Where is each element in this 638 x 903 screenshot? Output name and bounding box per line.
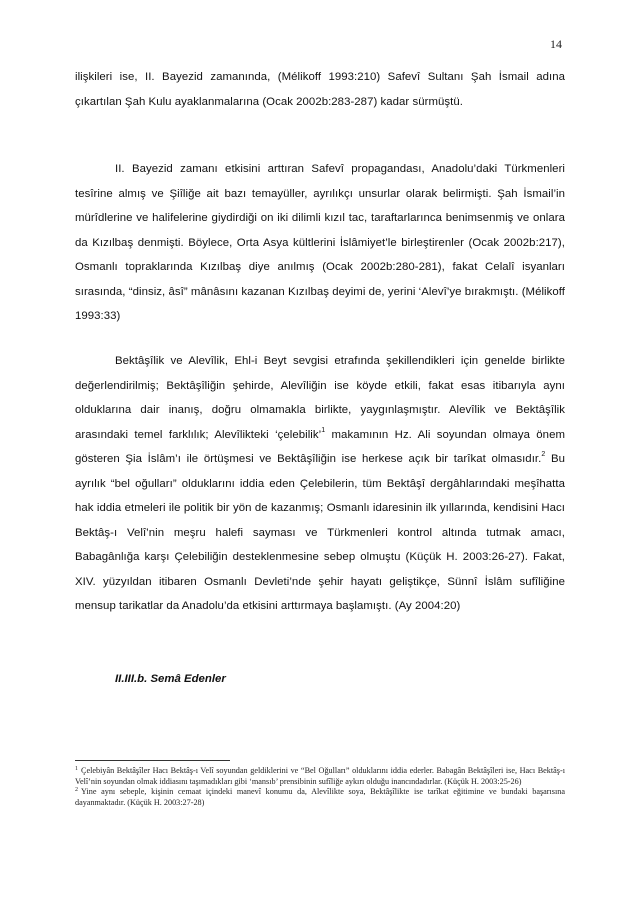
footnote-mark: 2 bbox=[75, 787, 78, 793]
footnote-reference[interactable]: 2 bbox=[541, 451, 546, 458]
paragraph-text: Bu ayrılık “bel oğulları” olduklarını iddia eden Çelebilerin, tüm Bektâşî dergâhlarındaki meşîhatta hak iddia etmeleri ile politik bir yön de kazanmış; Osmanlı idaresinin ilk yıllarında, kendisini Hacı Bektâş-ı Velî’nin meşru halefi sayması ve Türkmenleri kontrol altında tutmak amacı, Babagânlığa karşı Çelebiliğin desteklenmesine sebep olmuştu (Küçük H. 2003:26-27). Fakat, XIV. yüzyıldan itibaren Osmanlı Devleti’nde şehir hayatı geliştikçe, Sünnî İslâm sufîliğine mensup tarikatlar da Anadolu’da etkisini arttırmaya başlamıştı. (Ay 2004:20) bbox=[75, 453, 565, 612]
footnote bbox=[75, 766, 565, 787]
paragraph: ilişkileri ise, II. Bayezid zamanında, (Mélikoff 1993:210) Safevî Sultanı Şah İsmail adına çıkartılan Şah Kulu ayaklanmalarına (Ocak 2002b:283-287) kadar sürmüştü. bbox=[75, 71, 565, 108]
footnote-text: Çelebiyân Bektâşîler Hacı Bektâş-ı Velî soyundan geldiklerini ve “Bel Oğulları” olduklarını iddia ederler. Babagân Bektâşîleri ise, Hacı Bektâş-ı Velî’nin soyundan olmak iddiasını taşımadıkları gibi ‘mansıb’ prensibinin sufîliğe aykırı olduğu inancındadırlar. (Küçük H. 2003:25-26) bbox=[75, 766, 565, 786]
footnote-divider bbox=[75, 760, 230, 761]
section-heading: II.III.b. Semâ Edenler bbox=[115, 673, 226, 685]
footnote-mark: 1 bbox=[75, 766, 78, 772]
footnote bbox=[75, 787, 565, 808]
footnote-text: Yine aynı sebeple, kişinin cemaat içindeki manevî konumu da, Alevîlikte soya, Bektâşîlikte ise tarîkat eğitimine ve bundaki başarısına dayanmaktadır. (Küçük H. 2003:27-28) bbox=[75, 787, 565, 807]
paragraph-text: Bektâşîlik ve Alevîlik, Ehl-i Beyt sevgisi etrafında şekillendikleri için genelde birlikte değerlendirilmiş; Bektâşîliğin şehirde, Alevîliğin ise köyde etkili, fakat esas itibarıyla aynı olduklarına dair inanış, doğru olmamakla birlikte, yaygınlaşmıştır. Alevîlik ve Bektâşîlik arasındaki temel farklılık; Alevîlikteki ‘çelebilik’ bbox=[75, 355, 565, 441]
paragraph-text: makamının Hz. Ali soyundan olmaya önem gösteren Şia İslâm’ı ile örtüşmesi ve Bektâşîliğin ise herkese açık bir tarîkat olmasıdır. bbox=[75, 428, 565, 465]
page-number: 14 bbox=[550, 37, 562, 51]
footnotes bbox=[75, 766, 565, 808]
paragraph bbox=[75, 349, 565, 619]
footnote-reference[interactable]: 1 bbox=[321, 426, 326, 434]
paragraph: II. Bayezid zamanı etkisini arttıran Safevî propagandası, Anadolu’daki Türkmenleri tesîrine almış ve Şiîliğe ait bazı temayüller, ayrılıkçı unsurlar olarak belirmişti. Şah İsmail’in mürîdlerine ve halifelerine giydirdiği on iki dilimli kızıl tac, taraftarlarınca benimsenmiş ve onlara da Kızılbaş denmişti. Böylece, Orta Asya kültlerini İslâmiyet’le birleştirenler (Ocak 2002b:217), Osmanlı topraklarında Kızılbaş diye anılmış (Ocak 2002b:280-281), fakat Celalî isyanları sırasında, “dinsiz, âsî” mânâsını kazanan Kızılbaş deyimi de, yerini ‘Alevî’ye bırakmıştı. (Mélikoff 1993:33) bbox=[75, 163, 565, 322]
